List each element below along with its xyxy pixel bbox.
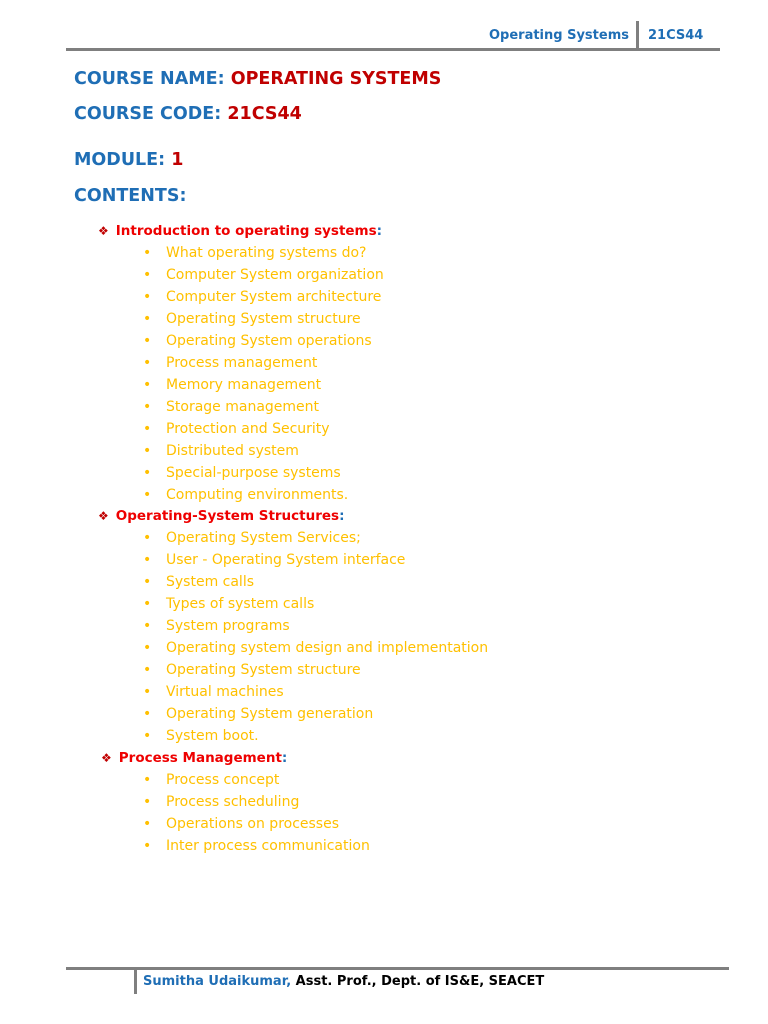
list-item: • Virtual machines <box>98 681 488 703</box>
section-title <box>98 220 384 242</box>
section-title <box>98 505 488 527</box>
list-item: • Operating System operations <box>98 330 384 352</box>
course-code-value: 21CS44 <box>227 104 302 124</box>
section-os-structures <box>98 505 488 747</box>
list-item: • Operating System structure <box>98 659 488 681</box>
list-item: • Inter process communication <box>101 835 370 857</box>
list-item: • Operating System structure <box>98 308 384 330</box>
diamond-bullet-icon: ❖ <box>98 509 109 523</box>
list-item: • Operations on processes <box>101 813 370 835</box>
section-title-colon: : <box>339 508 345 524</box>
topic-list <box>101 769 370 857</box>
section-title-colon: : <box>281 750 288 766</box>
list-item: • System calls <box>98 571 488 593</box>
course-name-label: COURSE NAME: <box>74 69 231 89</box>
list-item: • Process management <box>98 352 384 374</box>
list-item: • User - Operating System interface <box>98 549 488 571</box>
footer-divider <box>134 969 137 994</box>
list-item: • Special-purpose systems <box>98 462 384 484</box>
section-title <box>101 747 370 769</box>
list-item: • Operating system design and implementation <box>98 637 488 659</box>
header-course-code: 21CS44 <box>648 28 704 43</box>
course-name-heading <box>74 69 441 89</box>
section-title-colon: : <box>376 223 383 239</box>
topic-list <box>98 242 384 506</box>
list-item: • Process concept <box>101 769 370 791</box>
list-item: • What operating systems do? <box>98 242 384 264</box>
list-item: • Protection and Security <box>98 418 384 440</box>
list-item: • Distributed system <box>98 440 384 462</box>
course-code-heading <box>74 104 302 124</box>
header-title: Operating Systems <box>488 28 629 43</box>
header-divider <box>636 21 639 49</box>
footer-author <box>143 974 544 989</box>
list-item: • Operating System Services; <box>98 527 488 549</box>
section-introduction <box>98 220 384 506</box>
list-item: • Computing environments. <box>98 484 384 506</box>
contents-heading: CONTENTS: <box>74 186 187 206</box>
topic-list <box>98 527 488 747</box>
list-item: • Process scheduling <box>101 791 370 813</box>
section-title-text: Process Management <box>118 750 282 766</box>
section-title-text: Operating-System Structures <box>115 508 340 524</box>
module-heading <box>74 150 183 170</box>
list-item: • Computer System organization <box>98 264 384 286</box>
module-value: 1 <box>171 150 184 170</box>
list-item: • Memory management <box>98 374 384 396</box>
section-process-management <box>101 747 370 857</box>
course-code-label: COURSE CODE: <box>74 104 228 124</box>
module-label: MODULE: <box>74 150 172 170</box>
section-title-text: Introduction to operating systems <box>115 223 377 239</box>
footer-rule <box>66 967 729 970</box>
list-item: • Types of system calls <box>98 593 488 615</box>
footer-author-title: Asst. Prof., Dept. of IS&E, SEACET <box>291 974 545 989</box>
diamond-bullet-icon: ❖ <box>101 751 112 765</box>
diamond-bullet-icon: ❖ <box>98 224 109 238</box>
list-item: • Operating System generation <box>98 703 488 725</box>
list-item: • System programs <box>98 615 488 637</box>
list-item: • Storage management <box>98 396 384 418</box>
footer-author-name: Sumitha Udaikumar, <box>143 974 292 989</box>
list-item: • Computer System architecture <box>98 286 384 308</box>
list-item: • System boot. <box>98 725 488 747</box>
course-name-value: OPERATING SYSTEMS <box>230 69 442 89</box>
header-rule <box>66 48 720 51</box>
